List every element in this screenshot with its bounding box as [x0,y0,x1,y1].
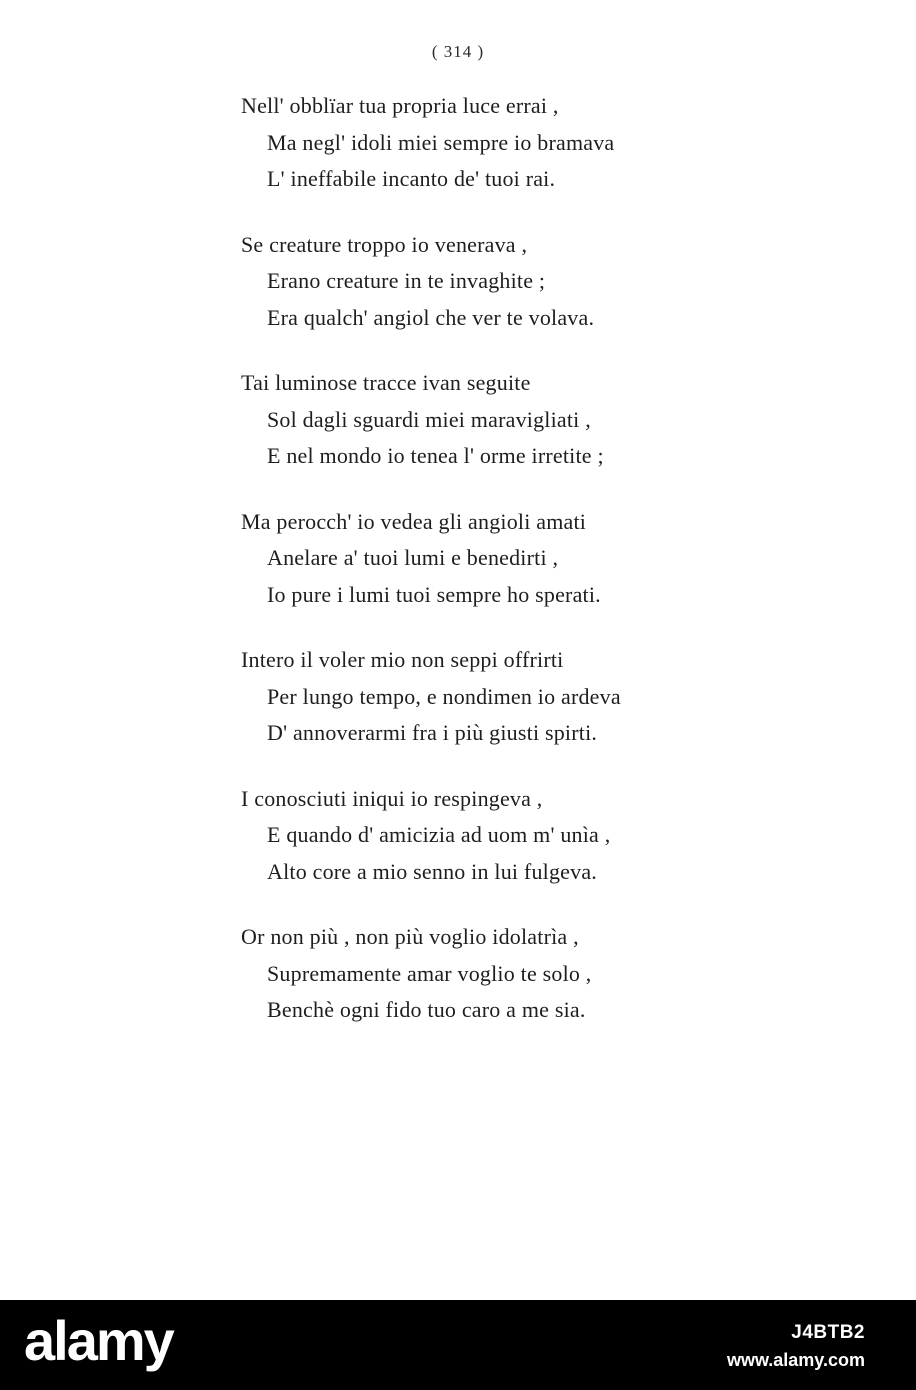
stanza [241,919,841,1029]
poem-line: Ma perocch' io vedea gli angioli amati [241,508,587,534]
stanza [241,642,841,752]
watermark-footer [0,1300,916,1390]
poem-line: Benchè ogni fido tuo caro a me sia. [267,997,586,1022]
poem-line: Intero il voler mio non seppi offrirti [241,647,564,672]
poem [241,88,841,1058]
poem-line: Tai luminose tracce ivan seguite [241,370,531,395]
alamy-logo-wordmark [24,1312,234,1374]
poem-line: Erano creature in te invaghite ; [267,268,546,293]
poem-line: Io pure i lumi tuoi sempre ho sperati. [267,581,601,607]
svg-text:alamy: alamy [24,1312,173,1372]
stanza [241,504,841,614]
poem-line: Anelare a' tuoi lumi e benedirti , [267,545,559,570]
poem-line: Era qualch' angiol che ver te volava. [267,304,595,330]
image-id: J4BTB2 [791,1322,865,1343]
alamy-logo[interactable] [24,1312,234,1374]
poem-line: Alto core a mio senno in lui fulgeva. [267,858,597,884]
poem-line: L' ineffabile incanto de' tuoi rai. [267,166,556,191]
poem-line: Supremamente amar voglio te solo , [267,960,592,986]
poem-line: Per lungo tempo, e nondimen io ardeva [267,683,621,709]
poem-line: Sol dagli sguardi miei maravigliati , [267,406,591,432]
stanza [241,88,841,198]
poem-line: Or non più , non più voglio idolatrìa , [241,924,579,949]
poem-line: I conosciuti iniqui io respingeva , [241,785,543,811]
poem-line: E nel mondo io tenea l' orme irretite ; [267,443,604,468]
poem-line: D' annoverarmi fra i più giusti spirti. [267,720,598,745]
stanza [241,365,841,475]
poem-line: E quando d' amicizia ad uom m' unìa , [267,822,611,847]
stanza [241,781,841,891]
poem-line: Ma negl' idoli miei sempre io bramava [267,129,615,155]
page-number: ( 314 ) [431,42,485,61]
poem-line: Nell' obblïar tua propria luce errai , [241,93,559,118]
site-url[interactable]: www.alamy.com [726,1350,865,1370]
stanza [241,227,841,337]
poem-line: Se creature troppo io venerava , [241,231,528,257]
